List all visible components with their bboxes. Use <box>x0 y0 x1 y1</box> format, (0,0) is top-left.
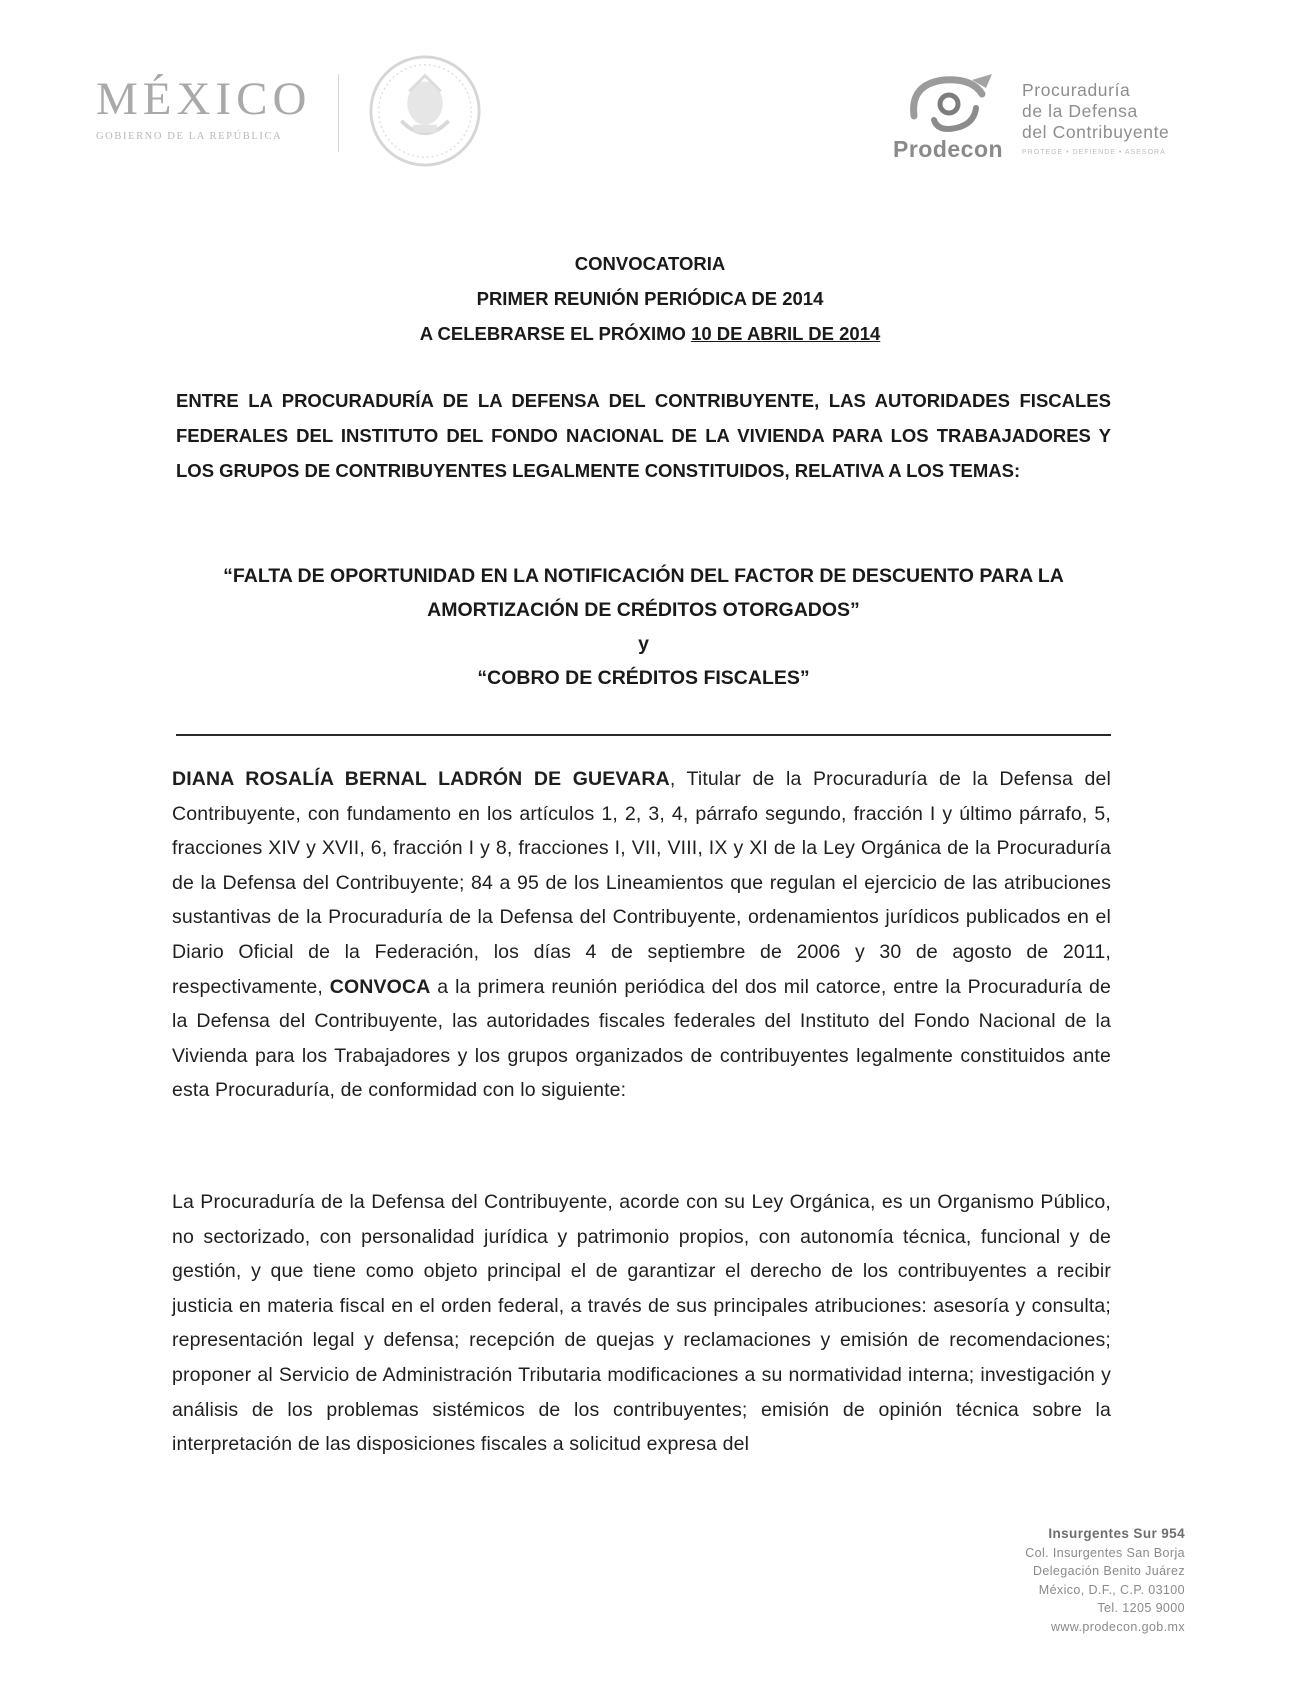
p1-text-b: a la primera reunión periódica del dos mil catorce, entre la Procuraduría de la Defensa del Contribuyente, las autoridades fiscales federales del Instituto del Fondo Nacional de la Vivienda para los Trabajadores y los grupos organizados de contribuyentes legalmente constituidos ante esta Procuraduría, de conformidad con lo siguiente: <box>172 975 1111 1102</box>
topics-block <box>176 559 1111 695</box>
prodecon-org-name <box>1022 80 1169 143</box>
org-line: de la Defensa <box>1022 101 1138 121</box>
topic-2: “COBRO DE CRÉDITOS FISCALES” <box>477 667 810 689</box>
footer-city: México, D.F., C.P. 03100 <box>1038 1582 1185 1597</box>
signatory-name: DIANA ROSALÍA BERNAL LADRÓN DE GUEVARA <box>172 768 670 790</box>
mexico-logo <box>96 73 312 142</box>
convoca-keyword: CONVOCA <box>329 975 431 998</box>
footer-street: Insurgentes Sur 954 <box>1048 1526 1185 1541</box>
title-line-1: CONVOCATORIA <box>574 253 726 274</box>
footer-delegacion: Delegación Benito Juárez <box>1032 1564 1185 1578</box>
footer-address <box>1025 1525 1185 1636</box>
mexico-logo-subtitle: GOBIERNO DE LA REPÚBLICA <box>96 131 283 142</box>
footer-colonia: Col. Insurgentes San Borja <box>1025 1545 1185 1560</box>
topic-1-line-1: “FALTA DE OPORTUNIDAD EN LA NOTIFICACIÓN DEL FACTOR DE DESCUENTO PARA LA <box>223 565 1064 587</box>
national-seal-icon <box>366 52 484 170</box>
topic-conjunction: y <box>638 633 649 655</box>
p1-text-a: , Titular de la Procuraduría de la Defensa del Contribuyente, con fundamento en los artículos 1, 2, 3, 4, párrafo segundo, fracción I y último párrafo, 5, fracciones XIV y XVII, 6, fracción I y 8, fracciones I, VII, VIII, IX y XI de la Ley Orgánica de la Procuraduría de la Defensa del Contribuyente; 84 a 95 de los Lineamientos que regulan el ejercicio de las atribuciones sustantivas de la Procuraduría de la Defensa del Contribuyente, ordenamientos jurídicos publicados en el Diario Oficial de la Federación, los días 4 de septiembre de 2006 y 30 de agosto de 2011, respectivamente, <box>172 768 1111 998</box>
mexico-logo-word: MÉXICO <box>96 73 312 125</box>
logo-divider <box>338 74 339 152</box>
document-title <box>200 246 1100 351</box>
meeting-date: 10 DE ABRIL DE 2014 <box>691 323 881 344</box>
horizontal-rule <box>176 734 1111 736</box>
title-line-3-prefix: A CELEBRARSE EL PRÓXIMO <box>419 323 686 344</box>
org-line: Procuraduría <box>1022 80 1131 100</box>
topic-1-line-2: AMORTIZACIÓN DE CRÉDITOS OTORGADOS” <box>427 599 860 621</box>
title-line-3 <box>200 316 1100 351</box>
title-line-2: PRIMER REUNIÓN PERIÓDICA DE 2014 <box>476 288 824 309</box>
org-line: del Contribuyente <box>1022 122 1170 142</box>
intro-paragraph: ENTRE LA PROCURADURÍA DE LA DEFENSA DEL CONTRIBUYENTE, LAS AUTORIDADES FISCALES FEDERALES DEL INSTITUTO DEL FONDO NACIONAL DE LA VIVIENDA PARA LOS TRABAJADORES Y LOS GRUPOS DE CONTRIBUYENTES LEGALMENTE CONSTITUIDOS, RELATIVA A LOS TEMAS: <box>176 390 1111 481</box>
footer-phone: Tel. 1205 9000 <box>1097 1601 1185 1615</box>
prodecon-tagline: PROTEGE • DEFIENDE • ASESORA <box>1022 149 1166 156</box>
footer-website: www.prodecon.gob.mx <box>1050 1619 1185 1634</box>
body-paragraph-1 <box>172 762 1111 1108</box>
prodecon-logo-icon <box>904 74 996 134</box>
prodecon-brand: Prodecon <box>893 136 1004 162</box>
body-paragraph-2: La Procuraduría de la Defensa del Contribuyente, acorde con su Ley Orgánica, es un Organismo Público, no sectorizado, con personalidad jurídica y patrimonio propios, con autonomía técnica, funcional y de gestión, y que tiene como objeto principal el de garantizar el derecho de los contribuyentes a recibir justicia en materia fiscal en el orden federal, a través de sus principales atribuciones: asesoría y consulta; representación legal y defensa; recepción de quejas y reclamaciones y emisión de recomendaciones; proponer al Servicio de Administración Tributaria modificaciones a su normatividad interna; investigación y análisis de los problemas sistémicos de los contribuyentes; emisión de opinión técnica sobre la interpretación de las disposiciones fiscales a solicitud expresa del <box>172 1191 1111 1456</box>
